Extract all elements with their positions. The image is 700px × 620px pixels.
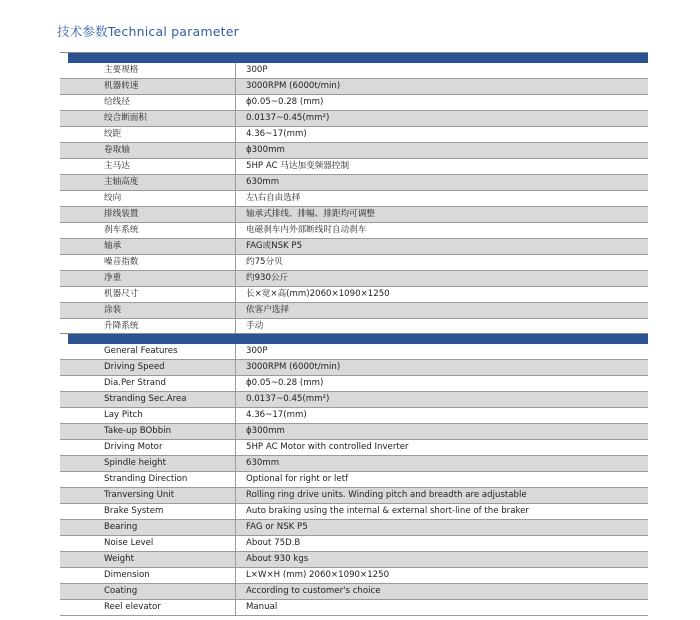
table-row [60,392,648,408]
param-name: Noise Level [60,536,236,551]
param-name: 升降系统 [60,319,236,334]
param-value: 3000RPM (6000t/min) [246,81,341,91]
param-value: L×W×H (mm) 2060×1090×1250 [246,570,390,580]
table-row [60,424,648,440]
param-value: ϕ300mm [246,145,285,155]
param-name: 刹车系统 [60,223,236,238]
table-row [60,568,648,584]
param-value: 4.36~17(mm) [246,410,307,420]
param-value: 0.0137~0.45(mm²) [246,113,330,123]
param-value: FAG或NSK P5 [246,241,303,251]
param-value: 3000RPM (6000t/min) [246,362,341,372]
table-row [60,360,648,376]
param-value: 电磁刹车内外部断线时自动刹车 [246,225,367,235]
param-name: 噪音指数 [60,255,236,270]
table-row [60,111,648,127]
table-row [60,159,648,175]
param-name: Weight [60,552,236,567]
param-value: ϕ0.05~0.28 (mm) [246,97,324,107]
table-row [60,287,648,303]
param-name: 机器尺寸 [60,287,236,302]
table-header-bar [60,53,648,63]
param-name: 主马达 [60,159,236,174]
table-row [60,239,648,255]
param-name: 卷取轴 [60,143,236,158]
param-name: 给线径 [60,95,236,110]
param-name: Driving Motor [60,440,236,455]
param-value: 5HP AC 马达加变频器控制 [246,161,350,171]
table-row [60,408,648,424]
param-value: 0.0137~0.45(mm²) [246,394,330,404]
param-value: 630mm [246,177,280,187]
param-name: 主要规格 [60,63,236,78]
param-name: 主轴高度 [60,175,236,190]
param-value: 300P [246,346,268,356]
param-value: 轴承式排线、排幅、排距均可调整 [246,209,375,219]
table-row [60,255,648,271]
spec-table-english [60,333,648,616]
param-name: Bearing [60,520,236,535]
table-row [60,536,648,552]
param-name: Reel elevator [60,600,236,615]
table-row [60,552,648,568]
param-name: 轴承 [60,239,236,254]
param-name: General Features [60,344,236,359]
param-name: Driving Speed [60,360,236,375]
table-row [60,344,648,360]
param-name: 绞合断面积 [60,111,236,126]
table-row [60,303,648,319]
param-name: Dimension [60,568,236,583]
table-row [60,207,648,223]
table-row [60,488,648,504]
table-row [60,440,648,456]
param-name: 绞距 [60,127,236,142]
param-name: Take-up BObbin [60,424,236,439]
table-row [60,143,648,159]
table-row [60,456,648,472]
table-header-bar [60,334,648,344]
table-row [60,520,648,536]
param-name: 机器转速 [60,79,236,94]
param-value: ϕ0.05~0.28 (mm) [246,378,324,388]
param-value: 约75分贝 [246,257,283,267]
param-value: Auto braking using the internal & external short-line of the braker [246,506,529,516]
param-value: Manual [246,602,278,612]
table-row [60,63,648,79]
param-name: Lay Pitch [60,408,236,423]
param-name: 排线装置 [60,207,236,222]
param-value: Optional for right or letf [246,474,349,484]
table-row [60,376,648,392]
param-name: 净重 [60,271,236,286]
param-name: Dia.Per Strand [60,376,236,391]
param-name: Stranding Sec.Area [60,392,236,407]
table-row [60,271,648,287]
table-row [60,600,648,616]
table-row [60,472,648,488]
table-row [60,127,648,143]
param-value: 630mm [246,458,280,468]
spec-table-chinese [60,52,648,335]
table-row [60,584,648,600]
table-row [60,504,648,520]
param-value: 左\右自由选择 [246,193,301,203]
param-value: 长×宽×高(mm)2060×1090×1250 [246,289,390,299]
param-value: 4.36~17(mm) [246,129,307,139]
param-value: ϕ300mm [246,426,285,436]
table-row [60,223,648,239]
param-value: 约930公斤 [246,273,289,283]
param-value: FAG or NSK P5 [246,522,308,532]
param-value: 手动 [246,321,264,331]
table-row [60,95,648,111]
page-title: 技术参数Technical parameter [57,24,239,39]
param-value: About 75D.B [246,538,301,548]
param-value: According to customer's choice [246,586,381,596]
param-name: Tranversing Unit [60,488,236,503]
param-name: Coating [60,584,236,599]
param-value: Rolling ring drive units. Winding pitch and breadth are adjustable [246,490,527,500]
param-value: 5HP AC Motor with controlled Inverter [246,442,409,452]
param-value: About 930 kgs [246,554,309,564]
param-name: Stranding Direction [60,472,236,487]
param-name: 涂装 [60,303,236,318]
param-name: 绞向 [60,191,236,206]
table-row [60,175,648,191]
table-row [60,79,648,95]
param-name: Brake System [60,504,236,519]
param-name: Spindle height [60,456,236,471]
table-row [60,191,648,207]
param-value: 依客户选择 [246,305,289,315]
param-value: 300P [246,65,268,75]
